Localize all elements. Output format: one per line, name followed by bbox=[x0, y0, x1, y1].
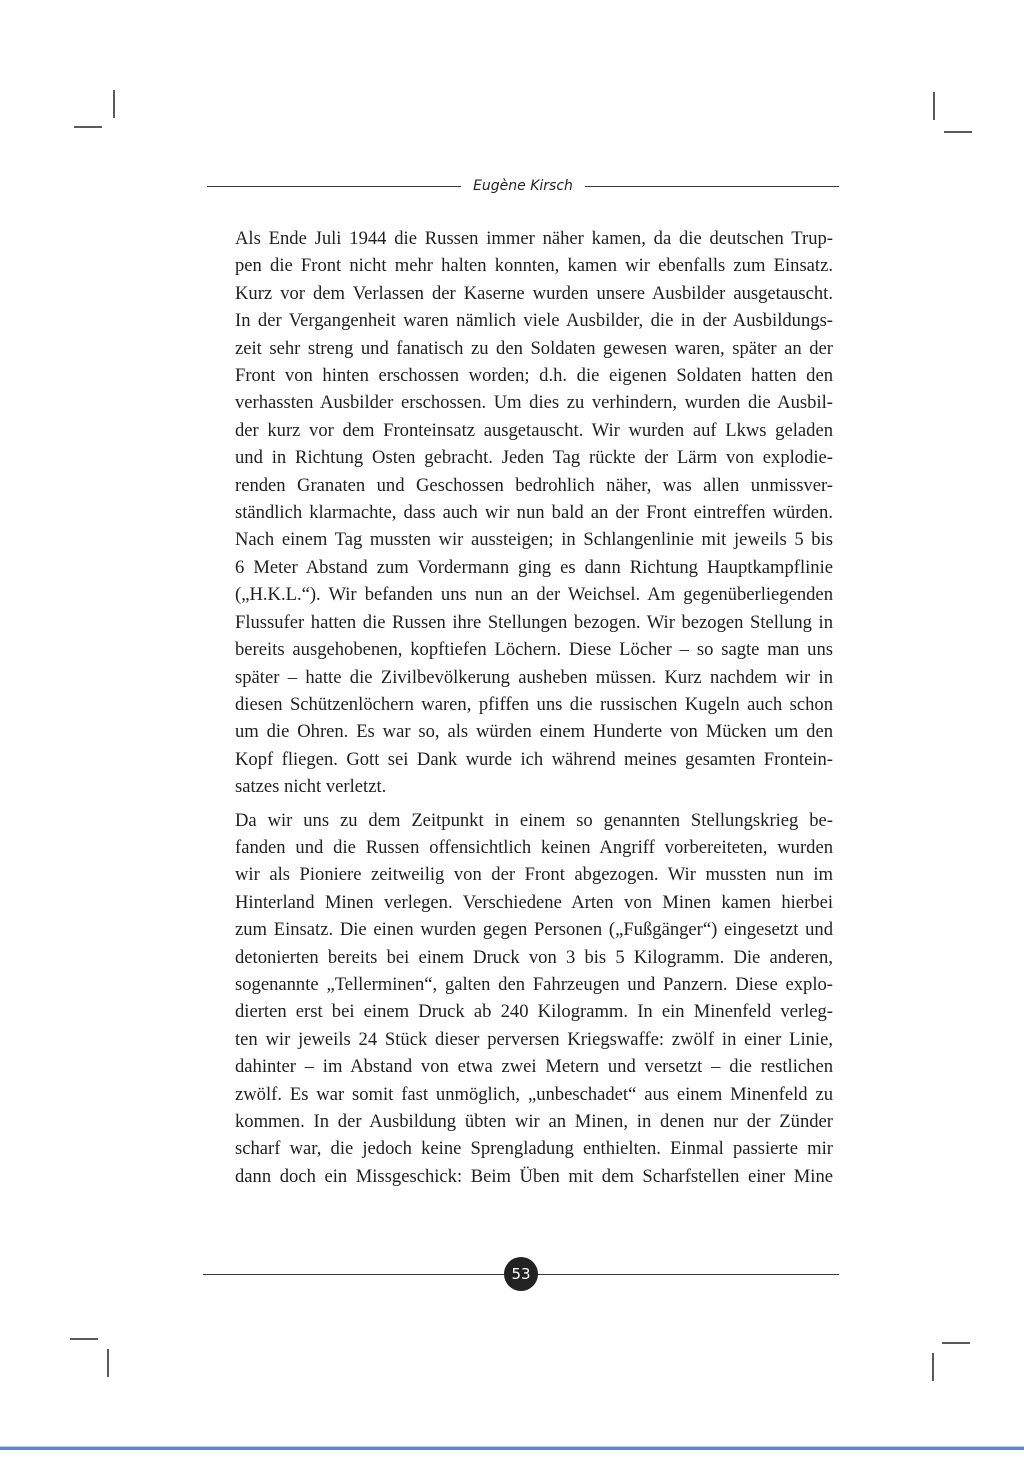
scan-edge-line bbox=[0, 1447, 1024, 1450]
text-line: diesen Schützenlöchern waren, pfiffen uns die russischen Kugeln auch schon bbox=[235, 693, 833, 715]
running-head bbox=[207, 174, 839, 198]
page-number: 53 bbox=[511, 1265, 531, 1283]
text-line: dann doch ein Missgeschick: Beim Üben mit dem Scharfstellen einer Mine bbox=[235, 1165, 833, 1187]
crop-mark-top-left-vertical bbox=[113, 90, 115, 118]
crop-mark-bottom-right-horizontal bbox=[942, 1342, 970, 1344]
text-line: In der Vergangenheit waren nämlich viele Ausbilder, die in der Ausbildungs- bbox=[235, 310, 833, 332]
text-line: dierten erst bei einem Druck ab 240 Kilogramm. In ein Minenfeld verleg- bbox=[235, 1001, 833, 1023]
text-line: pen die Front nicht mehr halten konnten, kamen wir ebenfalls zum Einsatz. bbox=[235, 255, 833, 277]
text-line: scharf war, die jedoch keine Sprengladung enthielten. Einmal passierte mir bbox=[235, 1138, 833, 1160]
crop-mark-top-right-horizontal bbox=[944, 131, 972, 133]
text-line: Kurz vor dem Verlassen der Kaserne wurden unsere Ausbilder ausgetauscht. bbox=[235, 282, 833, 304]
text-line: Als Ende Juli 1944 die Russen immer näher kamen, da die deutschen Trup- bbox=[235, 228, 833, 249]
text-line: ten wir jeweils 24 Stück dieser perversen Kriegswaffe: zwölf in einer Linie, bbox=[235, 1028, 833, 1050]
footer-rule-right bbox=[538, 1274, 839, 1275]
running-head-rule-left bbox=[207, 186, 461, 187]
text-line: detonierten bereits bei einem Druck von 3 bis 5 Kilogramm. Die anderen, bbox=[235, 946, 833, 968]
text-line: satzes nicht verletzt. bbox=[235, 776, 387, 798]
text-line: der kurz vor dem Fronteinsatz ausgetauscht. Wir wurden auf Lkws geladen bbox=[235, 419, 833, 441]
page-number-badge bbox=[504, 1257, 538, 1291]
text-line: zwölf. Es war somit fast unmöglich, „unbeschadet“ aus einem Minenfeld zu bbox=[235, 1083, 833, 1105]
text-line: Front von hinten erschossen worden; d.h. die eigenen Soldaten hatten den bbox=[235, 365, 833, 387]
text-line: um die Ohren. Es war so, als würden einem Hunderte von Mücken um den bbox=[235, 721, 833, 743]
running-head-author: Eugène Kirsch bbox=[473, 178, 573, 194]
crop-mark-top-left-horizontal bbox=[74, 126, 102, 128]
text-line: dahinter – im Abstand von etwa zwei Metern und versetzt – die restlichen bbox=[235, 1056, 833, 1078]
text-line: ständlich klarmachte, dass auch wir nun bald an der Front eintreffen würden. bbox=[235, 502, 833, 524]
paragraph-2 bbox=[211, 807, 833, 1191]
crop-mark-top-right-vertical bbox=[933, 92, 935, 120]
text-line: wir als Pioniere zeitweilig von der Front abgezogen. Wir mussten nun im bbox=[235, 864, 833, 886]
text-line: sogenannte „Tellerminen“, galten den Fahrzeugen und Panzern. Diese explo- bbox=[235, 973, 833, 995]
text-line: („H.K.L.“). Wir befanden uns nun an der Weichsel. Am gegenüberliegenden bbox=[235, 584, 833, 606]
text-line: kommen. In der Ausbildung übten wir an Minen, in denen nur der Zünder bbox=[235, 1111, 833, 1132]
footer-rule-left bbox=[203, 1274, 504, 1275]
text-line: Kopf fliegen. Gott sei Dank wurde ich während meines gesamten Frontein- bbox=[235, 748, 833, 770]
text-line: später – hatte die Zivilbevölkerung ausheben müssen. Kurz nachdem wir in bbox=[235, 666, 833, 688]
running-head-rule-right bbox=[585, 186, 839, 187]
page-footer bbox=[203, 1256, 839, 1292]
text-line: Hinterland Minen verlegen. Verschiedene Arten von Minen kamen hierbei bbox=[235, 891, 833, 913]
text-line: verhassten Ausbilder erschossen. Um dies zu verhindern, wurden die Ausbil- bbox=[235, 392, 833, 414]
crop-mark-bottom-right-vertical bbox=[932, 1353, 934, 1381]
text-line: fanden und die Russen offensichtlich keinen Angriff vorbereiteten, wurden bbox=[235, 836, 833, 858]
text-line: zum Einsatz. Die einen wurden gegen Personen („Fußgänger“) eingesetzt und bbox=[235, 919, 833, 941]
text-line: Nach einem Tag mussten wir aussteigen; in Schlangenlinie mit jeweils 5 bis bbox=[235, 529, 833, 551]
text-line: zeit sehr streng und fanatisch zu den Soldaten gewesen waren, später an der bbox=[235, 337, 833, 359]
body-text bbox=[211, 225, 833, 1190]
text-line: Flussufer hatten die Russen ihre Stellungen bezogen. Wir bezogen Stellung in bbox=[235, 611, 833, 633]
crop-mark-bottom-left-vertical bbox=[107, 1349, 109, 1377]
text-line: und in Richtung Osten gebracht. Jeden Tag rückte der Lärm von explodie- bbox=[235, 447, 833, 469]
crop-mark-bottom-left-horizontal bbox=[70, 1338, 98, 1340]
text-line: 6 Meter Abstand zum Vordermann ging es dann Richtung Hauptkampflinie bbox=[235, 556, 833, 578]
paragraph-1 bbox=[211, 225, 833, 801]
text-line: Da wir uns zu dem Zeitpunkt in einem so genannten Stellungskrieg be- bbox=[235, 809, 833, 831]
text-line: renden Granaten und Geschossen bedrohlich näher, was allen unmissver- bbox=[235, 474, 833, 496]
text-line: bereits ausgehobenen, kopftiefen Löchern. Diese Löcher – so sagte man uns bbox=[235, 639, 833, 661]
